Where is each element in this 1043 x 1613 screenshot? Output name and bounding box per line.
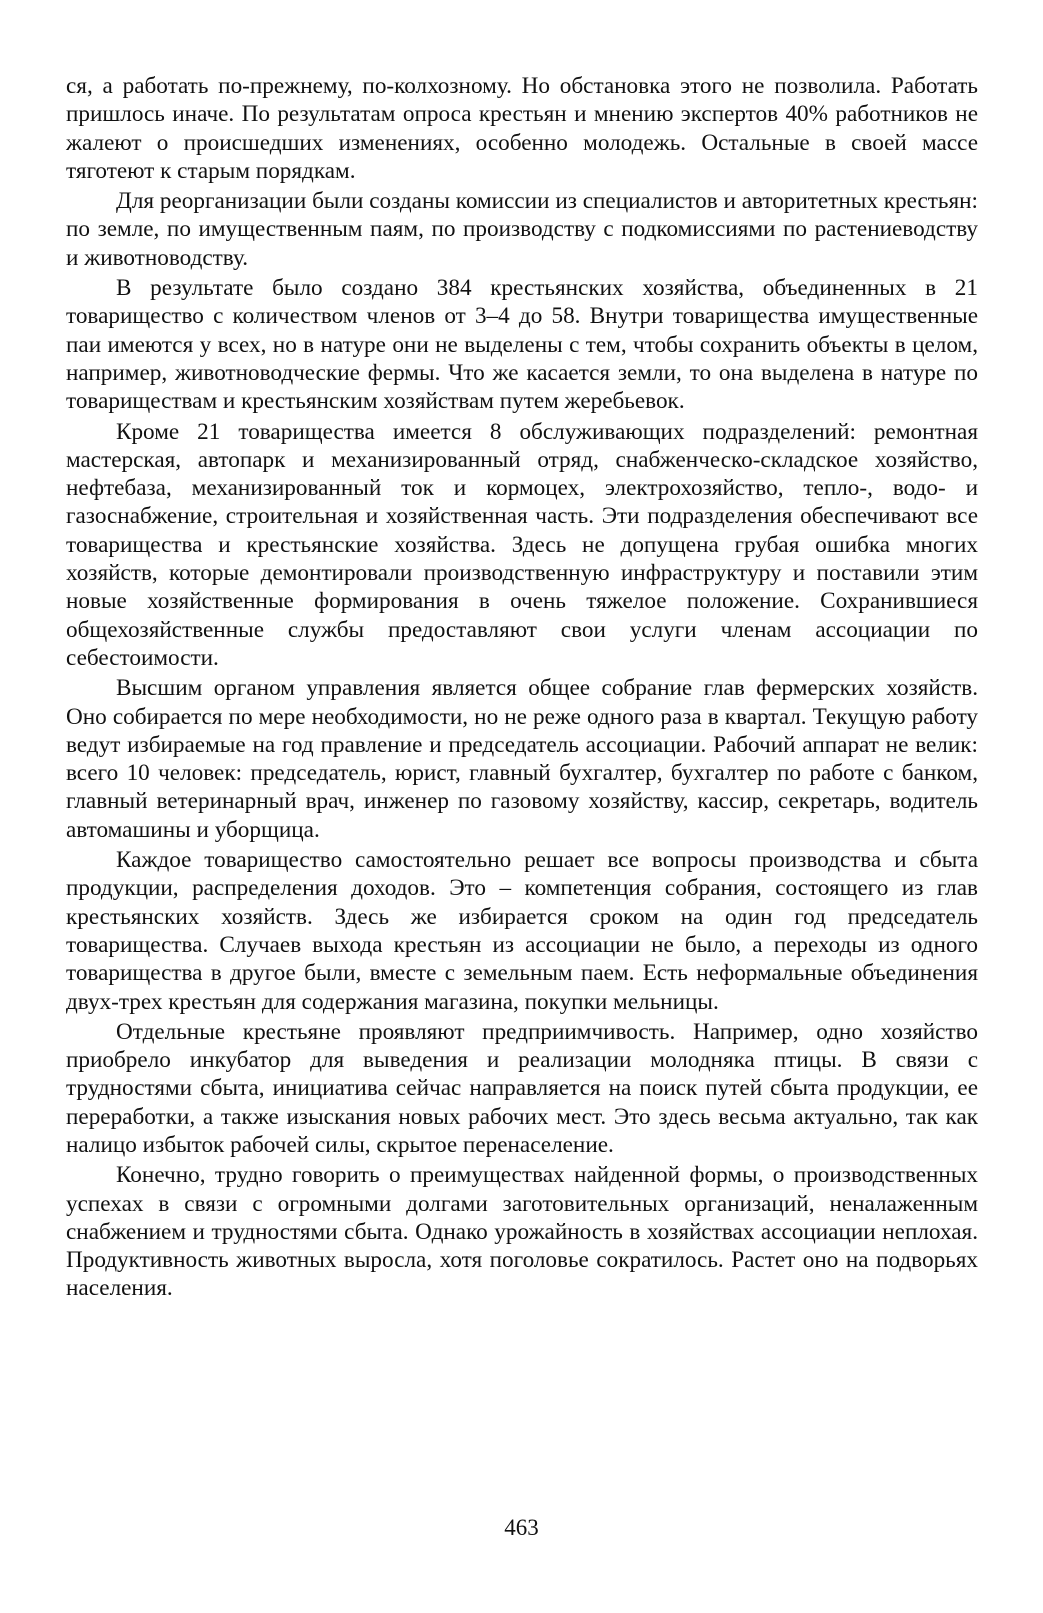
page-body [66,72,978,1305]
paragraph-1: ся, а работать по-прежнему, по-колхозному. Но обстановка этого не позволила. Работать пришлось иначе. По результатам опроса крестьян и мнению экспертов 40% работников не жалеют о происшедших изменениях, особенно молодежь. Остальные в своей массе тяготеют к старым порядкам. [66,73,978,184]
page-number: 463 [504,1515,539,1540]
paragraph-6: Каждое товарищество самостоятельно решает все вопросы производства и сбыта продукции, распределения доходов. Это – компетенция собрания, состоящего из глав крестьянских хозяйств. Здесь же избирается сроком на один год председатель товарищества. Случаев выхода крестьян из ассоциации не было, а переходы из одного товарищества в другое были, вместе с земельным паем. Есть неформальные объединения двух-трех крестьян для содержания магазина, покупки мельницы. [66,847,978,1015]
paragraph-8: Конечно, трудно говорить о преимуществах найденной формы, о производственных успехах в связи с огромными долгами заготовительных организаций, неналаженным снабжением и трудностями сбыта. Однако урожайность в хозяйствах ассоциации неплохая. Продуктивность животных выросла, хотя поголовье сократилось. Растет оно на подворьях населения. [66,1162,978,1302]
paragraph-2: Для реорганизации были созданы комиссии из специалистов и авторитетных крестьян: по земле, по имущественным паям, по производству с подкомиссиями по растениеводству и животноводству. [66,188,978,271]
paragraph-3: В результате было создано 384 крестьянских хозяйства, объединенных в 21 товарищество с количеством членов от 3–4 до 58. Внутри товарищества имущественные паи имеются у всех, но в натуре они не выделены с тем, чтобы сохранить объекты в целом, например, животноводческие фермы. Что же касается земли, то она выделена в натуре по товариществам и крестьянским хозяйствам путем жеребьевок. [66,275,978,415]
paragraph-4: Кроме 21 товарищества имеется 8 обслуживающих подразделений: ремонтная мастерская, автопарк и механизированный отряд, снабженческо-складское хозяйство, нефтебаза, механизированный ток и кормоцех, электрохозяйство, тепло-, водо- и газоснабжение, строительная и хозяйственная часть. Эти подразделения обеспечивают все товарищества и крестьянские хозяйства. Здесь не допущена грубая ошибка многих хозяйств, которые демонтировали производственную инфраструктуру и поставили этим новые хозяйственные формирования в очень тяжелое положение. Сохранившиеся общехозяйственные службы предоставляют свои услуги членам ассоциации по себестоимости. [66,418,978,671]
paragraph-7: Отдельные крестьяне проявляют предприимчивость. Например, одно хозяйство приобрело инкубатор для выведения и реализации молодняка птицы. В связи с трудностями сбыта, инициатива сейчас направляется на поиск путей сбыта продукции, ее переработки, а также изыскания новых рабочих мест. Это здесь весьма актуально, так как налицо избыток рабочей силы, скрытое перенаселение. [66,1018,978,1158]
paragraph-5: Высшим органом управления является общее собрание глав фермерских хозяйств. Оно собирается по мере необходимости, но не реже одного раза в квартал. Текущую работу ведут избираемые на год правление и председатель ассоциации. Рабочий аппарат не велик: всего 10 человек: председатель, юрист, главный бухгалтер, бухгалтер по работе с банком, главный ветеринарный врач, инженер по газовому хозяйству, кассир, секретарь, водитель автомашины и уборщица. [66,675,978,843]
